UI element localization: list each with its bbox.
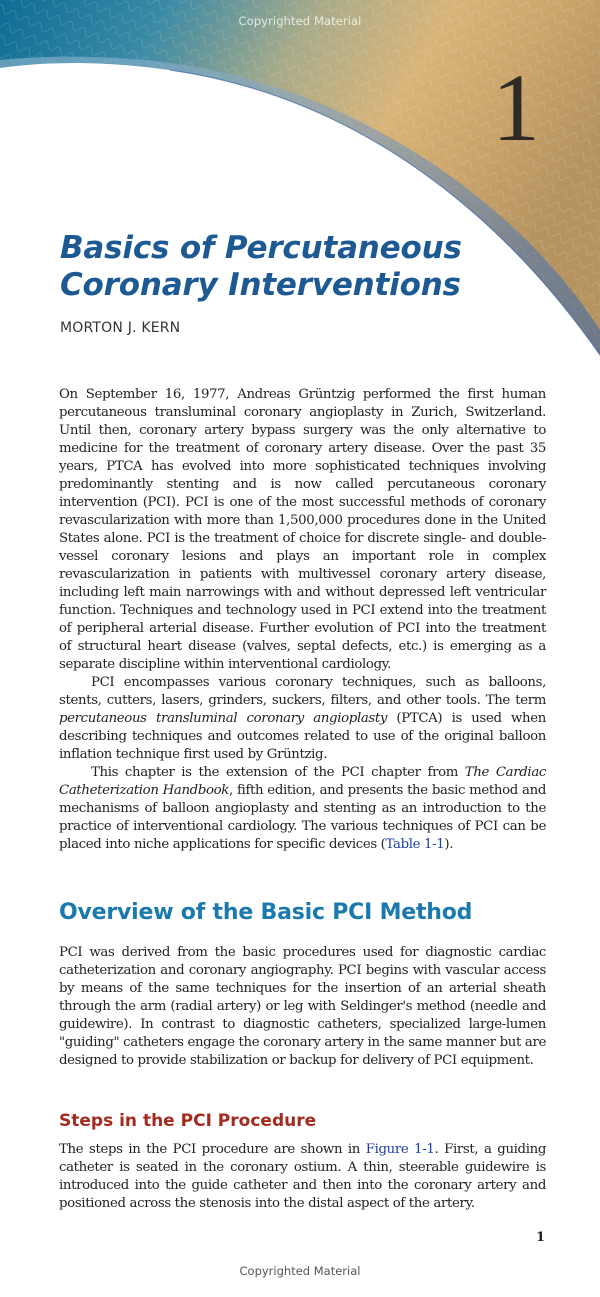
chapter-title: Basics of Percutaneous Coronary Interventions bbox=[60, 230, 462, 303]
overview-paragraph-1: PCI was derived from the basic procedures used for diagnostic cardiac catheterization and coronary angiography. PCI begins with vascular access by means of the same techniques for the insertion of an arterial sheath through the arm (radial artery) or leg with Seldinger's method (needle and guidewire). In contrast to diagnostic catheters, specialized large-lumen "guiding" catheters engage the coronary artery in the same manner but are designed to provide stabilization or backup for delivery of PCI equipment. bbox=[59, 945, 546, 1068]
copyright-watermark-top: Copyrighted Material bbox=[238, 14, 362, 28]
chapter-number: 1 bbox=[492, 54, 540, 161]
book-title: The Cardiac Catheterization Handbook bbox=[59, 765, 546, 798]
intro-paragraph-2-start: PCI encompasses various coronary techniques, such as balloons, stents, cutters, lasers, grinders, suckers, filters, and other tools. The term bbox=[59, 675, 546, 708]
steps-paragraph-1-start: The steps in the PCI procedure are shown in bbox=[59, 1142, 366, 1157]
steps-text bbox=[59, 1141, 546, 1213]
section-heading-overview: Overview of the Basic PCI Method bbox=[59, 900, 473, 925]
intro-paragraph-2-end: (PTCA) is used when describing techniques and outcomes related to use of the original balloon inflation technique first used by Grüntzig. bbox=[59, 711, 546, 762]
ptca-term: percutaneous transluminal coronary angioplasty bbox=[59, 711, 388, 726]
figure-1-1-link[interactable]: Figure 1-1 bbox=[365, 1142, 435, 1157]
intro-paragraph-3 bbox=[59, 764, 546, 854]
intro-text bbox=[59, 386, 546, 854]
intro-paragraph-3-mid: , fifth edition, and presents the basic method and mechanisms of balloon angioplasty and stenting as an introduction to the practice of interventional cardiology. The various techniques of PCI can be placed into niche applications for specific devices ( bbox=[59, 783, 546, 852]
intro-paragraph-1: On September 16, 1977, Andreas Grüntzig performed the first human percutaneous transluminal coronary angioplasty in Zurich, Switzerland. Until then, coronary artery bypass surgery was the only alternative to medicine for the treatment of coronary artery disease. Over the past 35 years, PTCA has evolved into more sophisticated techniques involving predominantly stenting and is now called percutaneous coronary intervention (PCI). PCI is one of the most successful methods of coronary revascularization with more than 1,500,000 procedures done in the United States alone. PCI is the treatment of choice for discrete single- and double-vessel coronary lesions and plays an important role in complex revascularization in patients with multivessel coronary artery disease, including left main narrowings with and without depressed left ventricular function. Techniques and technology used in PCI extend into the treatment of peripheral arterial disease. Further evolution of PCI into the treatment of structural heart disease (valves, septal defects, etc.) is emerging as a separate discipline within interventional cardiology. bbox=[59, 387, 546, 672]
steps-paragraph-1 bbox=[59, 1141, 546, 1213]
copyright-watermark-bottom: Copyrighted Material bbox=[239, 1264, 361, 1278]
intro-paragraph-3-end: ). bbox=[444, 837, 454, 852]
intro-paragraph-3-start: This chapter is the extension of the PCI chapter from bbox=[91, 765, 465, 780]
subsection-heading-steps: Steps in the PCI Procedure bbox=[59, 1111, 317, 1131]
steps-paragraph-1-end: . First, a guiding catheter is seated in the coronary ostium. A thin, steerable guidewire is introduced into the guide catheter and then into the coronary artery and positioned across the stenosis into the distal aspect of the artery. bbox=[59, 1142, 546, 1211]
table-1-1-link[interactable]: Table 1-1 bbox=[385, 837, 445, 852]
page-number: 1 bbox=[535, 1230, 545, 1245]
chapter-author: MORTON J. KERN bbox=[60, 320, 181, 336]
overview-text bbox=[59, 944, 546, 1070]
intro-paragraph-2 bbox=[59, 674, 546, 764]
